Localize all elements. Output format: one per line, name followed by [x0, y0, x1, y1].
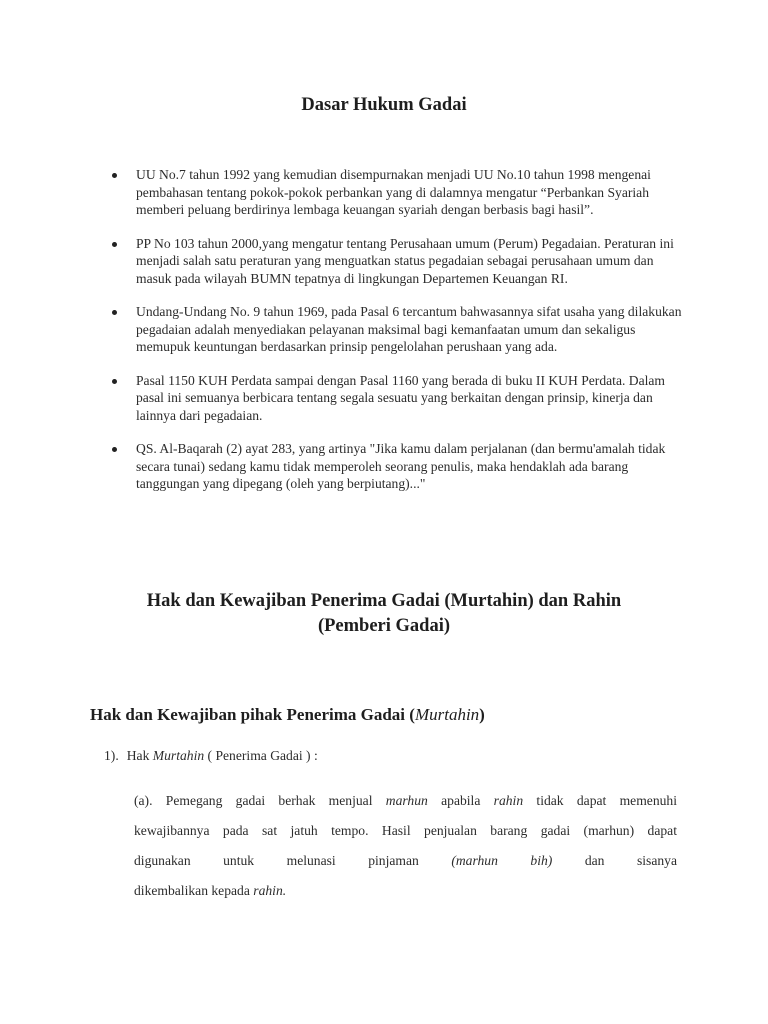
paragraph-line: kewajibannya pada sat jatuh tempo. Hasil penjualan barang gadai (marhun) dapat	[134, 823, 677, 838]
italic-run: marhun	[385, 793, 428, 808]
subheading-text: Hak dan Kewajiban pihak Penerima Gadai (	[90, 705, 415, 724]
subheading	[90, 704, 485, 726]
paragraph-a	[134, 786, 677, 906]
list-item	[110, 440, 690, 493]
item-italic: Murtahin	[152, 748, 205, 763]
list-item	[110, 303, 690, 356]
bullet-icon	[112, 379, 117, 384]
subheading-italic: Murtahin	[414, 705, 480, 724]
bullet-icon	[112, 447, 117, 452]
bullet-icon	[112, 310, 117, 315]
numbered-item	[104, 746, 318, 766]
list-item-text: Undang-Undang No. 9 tahun 1969, pada Pasal 6 tercantum bahwasannya sifat usaha yang dilakukan pegadaian adalah menyediakan pelayanan maksimal bagi kemanfaatan umum dan sekaligus memupuk keuntungan berdasarkan prinsip pengelolahan perushaan yang ada.	[136, 304, 682, 354]
italic-run: (marhun bih)	[451, 853, 553, 868]
item-suffix: ( Penerima Gadai ) :	[204, 748, 318, 763]
text-run: dikembalikan kepada	[134, 883, 254, 898]
page-title: Dasar Hukum Gadai	[301, 95, 467, 115]
italic-run: rahin	[493, 793, 524, 808]
list-item	[110, 372, 690, 425]
legal-basis-list	[110, 166, 690, 509]
list-item	[110, 235, 690, 288]
item-number: 1).	[104, 748, 119, 763]
italic-run: rahin.	[253, 883, 287, 898]
text-run: tidak dapat memenuhi	[523, 793, 677, 808]
text-run: digunakan untuk melunasi pinjaman	[134, 853, 452, 868]
list-item-text: QS. Al-Baqarah (2) ayat 283, yang artinya "Jika kamu dalam perjalanan (dan bermu'amalah tidak secara tunai) sedang kamu tidak memperoleh seorang penulis, maka hendaklah ada barang tanggungan yang dipegang (oleh yang berpiutang)..."	[136, 441, 666, 491]
list-item-text: Pasal 1150 KUH Perdata sampai dengan Pasal 1160 yang berada di buku II KUH Perdata. Dalam pasal ini semuanya berbicara tentang segala sesuatu yang berkaitan dengan prinsip, kinerja dan lainnya dari pegadaian.	[136, 372, 666, 423]
list-item	[110, 166, 690, 219]
list-item-text: UU No.7 tahun 1992 yang kemudian disempurnakan menjadi UU No.10 tahun 1998 mengenai pembahasan tentang pokok-pokok perbankan yang di dalamnya mengatur “Perbankan Syariah memberi peluang berdirinya lembaga keuangan syariah dengan berbasis bagi hasil”.	[136, 167, 651, 217]
text-run: apabila	[427, 793, 494, 808]
paragraph-line	[134, 786, 677, 816]
section-title-line2: (Pemberi Gadai)	[317, 616, 451, 636]
paragraph-line	[134, 846, 677, 876]
text-run: dan sisanya	[552, 853, 677, 868]
text-run: (a). Pemegang gadai berhak menjual	[134, 793, 386, 808]
paragraph-line	[134, 876, 677, 906]
list-item-text: PP No 103 tahun 2000,yang mengatur tentang Perusahaan umum (Perum) Pegadaian. Peraturan ini menjadi salah satu peraturan yang menguatkan status pegadaian sebagai perusahaan umum dan masuk pada wilayah BUMN tepatnya di lingkungan Departemen Keuangan RI.	[136, 235, 674, 286]
bullet-icon	[112, 242, 117, 247]
section-title-line1: Hak dan Kewajiban Penerima Gadai (Murtahin) dan Rahin	[146, 591, 622, 611]
subheading-close: )	[479, 705, 485, 724]
item-prefix: Hak	[126, 748, 153, 763]
section-title	[100, 589, 668, 639]
bullet-icon	[112, 173, 117, 178]
